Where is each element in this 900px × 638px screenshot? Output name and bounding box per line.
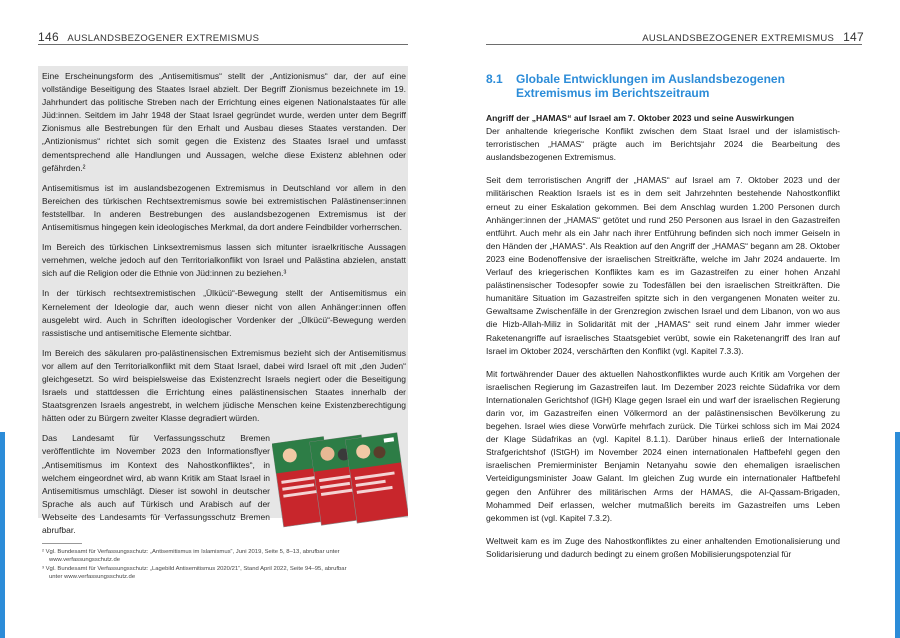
left-header-rule (38, 44, 408, 45)
right-paragraph-4: Weltweit kam es im Zuge des Nahostkonfliktes zu einer anhaltenden Emotionalisierung und Solidarisierung und dadurch bedingt zu einem großen Mobilisierungspotenzial für (486, 535, 840, 559)
footnote-3-line-2: unter www.verfassungsschutz.de (49, 573, 136, 580)
right-page-number: 147 (843, 30, 864, 44)
subheading: Angriff der „HAMAS“ auf Israel am 7. Oktober 2023 und seine Auswirkungen (486, 113, 795, 123)
left-edge-tab (0, 432, 5, 638)
left-page-number: 146 (38, 30, 59, 44)
right-edge-tab (895, 432, 900, 638)
flyer-paragraph: Das Landesamt für Verfassungsschutz Bremen veröffentlichte im November 2023 den Informationsflyer „Antisemitismus im Kontext des Nahostkonfliktes“, in welchem eingeordnet wird, ab wann Kritik am Staat Israel in Antisemitismus umschlägt. Dieser ist sowohl in deutscher Sprache als auch auf Türkisch und Arabisch auf der Webseite des Landesamts für Verfassungsschutz Bremen abrufbar. (42, 433, 270, 535)
flyer-image (272, 430, 408, 536)
right-page-header (642, 30, 864, 44)
right-column-text (486, 112, 840, 571)
right-paragraph-3: Mit fortwährender Dauer des aktuellen Nahostkonfliktes wurde auch Kritik am Vorgehen der israelischen Regierung im Gazastreifen laut. Im Dezember 2023 reichte Südafrika vor dem Internationalen Gerichtshof (IGH) Klage gegen Israel ein und warf der israelischen Regierung darin vor, im Gazastreifen einen Völkermord an der palästinensischen Bevölkerung zu begehen. Israel wies diese Vorwürfe mehrfach zurück. Die Türkei schloss sich im Mai 2024 der Klage Südafrikas an (vgl. Kapitel 8.1.1). Darüber hinaus erließ der Internationale Strafgerichtshof (IStGH) im November 2024 einen internationalen Haftbefehl gegen den israelischen Premierminister Benjamin Netanyahu sowie den ehemaligen israelischen Verteidigungsminister Joaw Galant. Im gleichen Zug wurde ein internationaler Haftbefehl gegen den Anführer des militärischen Arms der HAMAS, die Al-Qassam-Brigaden, Mohammed Deif erlassen, welcher mutmaßlich bereits im Gazastreifen ums Leben gekommen ist (vgl. Kapitel 7.3.2). (486, 368, 840, 523)
left-running-title: AUSLANDSBEZOGENER EXTREMISMUS (67, 33, 260, 44)
footnote-3-line-1: ³ Vgl. Bundesamt für Verfassungsschutz: „Lagebild Antisemitismus 2020/21“, Stand April 2022, Seite 94–95, abrufbar (42, 565, 347, 572)
right-paragraph-1: Der anhaltende kriegerische Konflikt zwischen dem Staat Israel und der islamistisch-terroristischen „HAMAS“ prägte auch im Berichtsjahr 2024 die Bearbeitung des auslandsbezogenen Extremismus. (486, 126, 840, 163)
right-paragraph-2: Seit dem terroristischen Angriff der „HAMAS“ auf Israel am 7. Oktober 2023 und der militärischen Reaktion Israels ist es in dem seit Jahrzehnten bestehende Nahostkonflikt erneut zu einer Eskalation gekommen. Bei dem Anschlag wurden 1.200 Personen durch Anhänger:innen der „HAMAS“ getötet und rund 250 Personen aus Israel in den Gazastreifen entführt. Auch mehr als ein Jahr nach ihrer Entführung befinden sich noch immer Geiseln in den Händen der „HAMAS“. Als Reaktion auf den Angriff der „HAMAS“ begann am 28. Oktober 2023 eine Bodenoffensive der israelischen Streitkräfte, welche im Jahr 2024 andauerte. Im Verlauf des kriegerischen Konfliktes kam es im Gazastreifen zu einer hohen Anzahl palästinensischer Todesopfer sowie zu Todesfällen bei den israelischen Streitkräften. Die humanitäre Situation im Gazastreifen spitzte sich in den vergangenen Monaten weiter zu. Gewaltsame Zwischenfälle in der Grenzregion zwischen Israel und dem Libanon, von wo aus die Hizb-Allah-Miliz in Solidarität mit der „HAMAS“ seit rund einem Jahr immer wieder Raketenangriffe auf israelisches Staatsgebiet verübt, sowie ein Raketenangriff des Iran auf Israel im Oktober 2024, verschärften den Konflikt (vgl. Kapitel 7.3.3). (486, 175, 840, 356)
footnote-2-line-1: ² Vgl. Bundesamt für Verfassungsschutz: „Antisemitismus im Islamismus“, Juni 2019, Seite 5, 8–13, abrufbar unter (42, 549, 340, 555)
section-title-line-1: Globale Entwicklungen im Auslandsbezogenen (516, 72, 785, 86)
flyer-section (42, 432, 406, 535)
left-paragraph-4: In der türkisch rechtsextremistischen „Ülkücü“-Bewegung stellt der Antisemitismus ein Kernelement der Ideologie dar, auch wenn dieser nicht von allen Anhänger:innen offen ausgelebt wird. Auch in Schriften ideologischer Vordenker der „Ülkücü“-Bewegung werden rassistische und antisemitische Elemente sichtbar. (42, 288, 406, 338)
section-title (486, 72, 785, 100)
left-paragraph-5: Im Bereich des säkularen pro-palästinensischen Extremismus bezieht sich der Antisemitismus vor allem auf den Territorialkonflikt mit dem Staat Israel, dabei wird Israel oft mit „den Juden“ gleichgesetzt. So wird beispielsweise das Existenzrecht Israels negiert oder die Beseitigung Israels und stattdessen die Errichtung eines palästinensischen Staates innerhalb der Staatsgrenzen Israels angestrebt, in welchem jüdische Menschen keine Existenzberechtigung hätten oder zu Bürgern zweiter Klasse degradiert würden. (42, 347, 406, 424)
right-header-rule (486, 44, 862, 45)
left-column-text (42, 70, 406, 535)
left-paragraph-1: Eine Erscheinungsform des „Antisemitismus“ stellt der „Antizionismus“ dar, der auf eine vollständige Beseitigung des Staates Israel abzielt. Der Begriff Zionismus bezeichnete im 19. Jahrhundert das politische Streben nach der Errichtung eines eigenen Nationalstaates für alle Jüd:innen. Seitdem im Jahr 1948 der Staat Israel gegründet wurde, werden unter dem Begriff Zionismus alle Bestrebungen für den Erhalt und Ausbau dieses Staates verstanden. Der „Antizionismus“ richtet sich somit gegen die Existenz des Staates Israel und umfasst dementsprechend alle Handlungen und Aussagen, welche diese Existenz ablehnen oder gefährden.² (42, 71, 406, 173)
right-running-title: AUSLANDSBEZOGENER EXTREMISMUS (642, 33, 835, 44)
flyer-stack-graphic (272, 430, 408, 536)
left-page-header (38, 30, 259, 44)
section-title-line-2: Extremismus im Berichtszeitraum (516, 86, 710, 100)
footnote-rule (42, 543, 82, 544)
footnotes (42, 548, 406, 581)
section-number: 8.1 (486, 72, 503, 86)
left-paragraph-2: Antisemitismus ist im auslandsbezogenen Extremismus in Deutschland vor allem in den Bereichen des türkischen Rechtsextremismus sowie bei extremistischen Palästinenser:innen feststellbar. In anderen Bestrebungen des auslandsbezogenen Extremismus ist der Antisemitismus hingegen kein ideologisches Merkmal, da dort andere Feindbilder vorherrschen. (42, 182, 406, 233)
left-paragraph-3: Im Bereich des türkischen Linksextremismus lassen sich mitunter israelkritische Aussagen vernehmen, welche jedoch auf den Territorialkonflikt von Israel und Palästina abzielen, anstatt sich auf die Religion oder die Ethnie von Jüd:innen zu beziehen.³ (42, 242, 406, 279)
footnote-2-line-2: www.verfassungsschutz.de (49, 557, 121, 564)
